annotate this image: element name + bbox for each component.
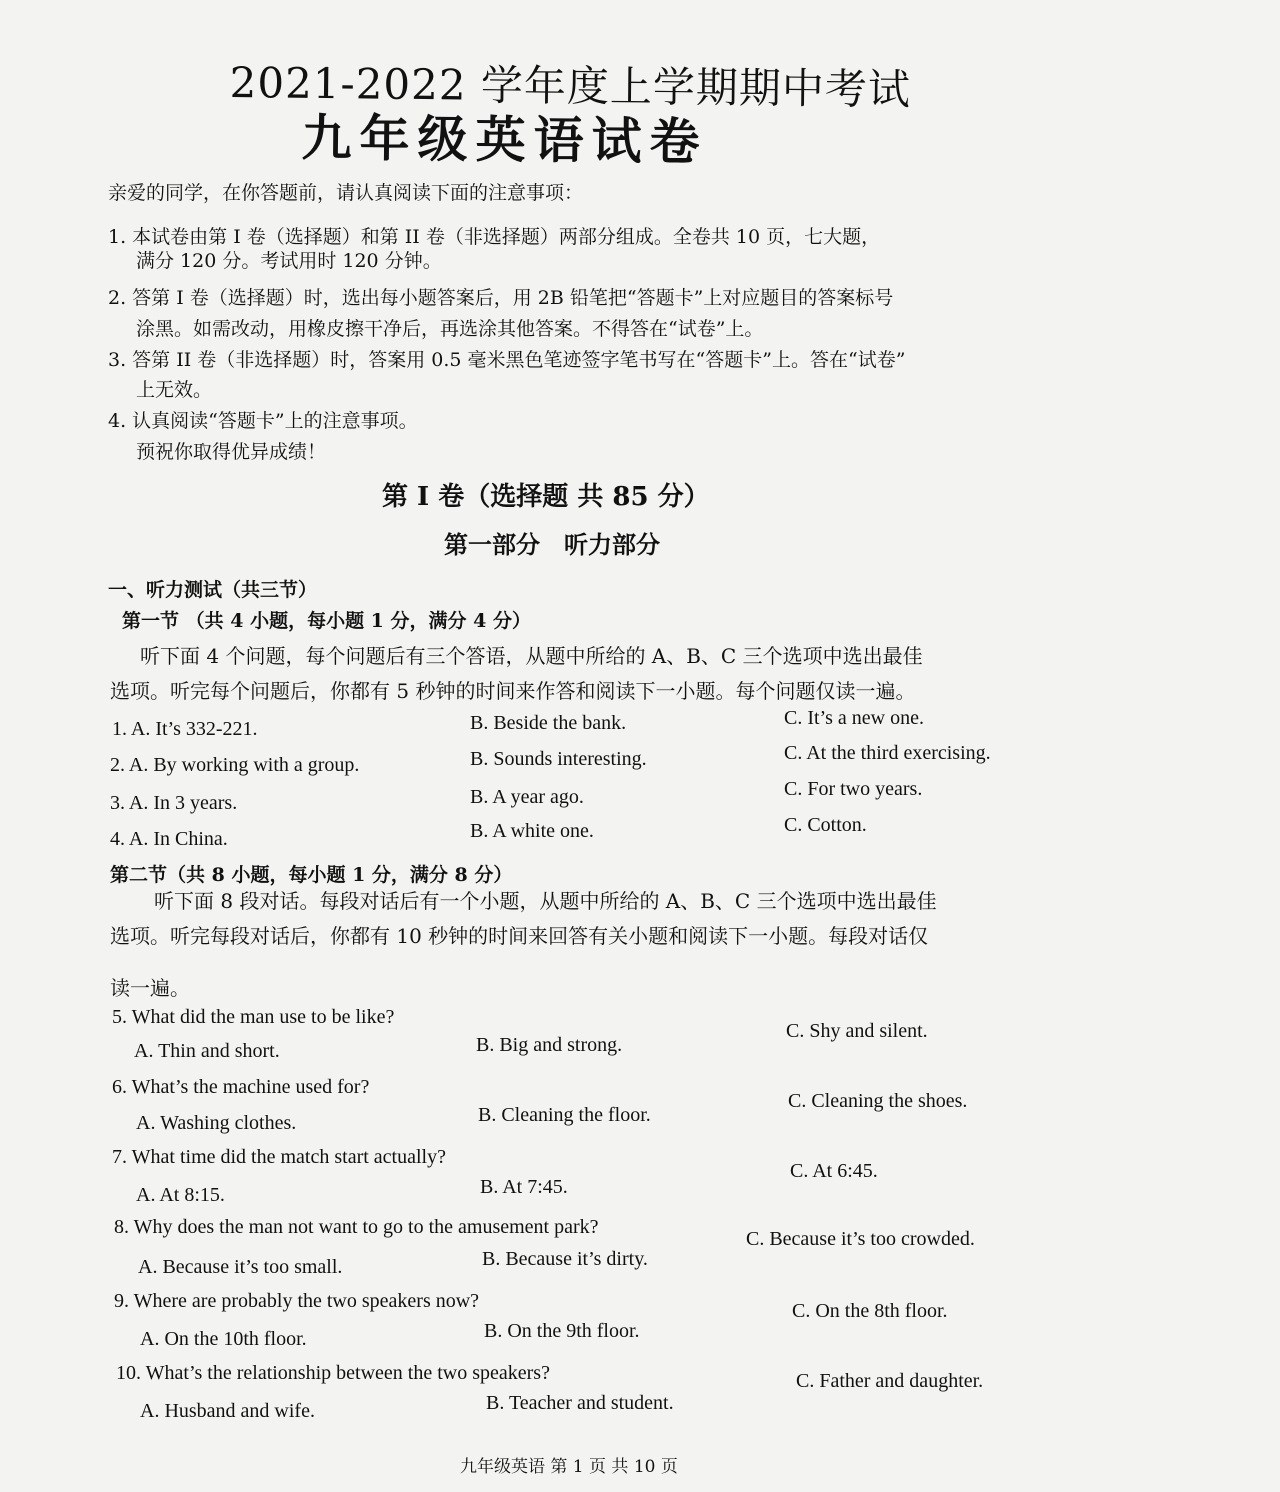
q9-option-c: C. On the 8th floor. xyxy=(792,1300,948,1322)
q5-option-c: C. Shy and silent. xyxy=(786,1020,928,1042)
q6-option-a: A. Washing clothes. xyxy=(136,1112,297,1134)
section1-instructions: 听下面 4 个问题，每个问题后有三个答语，从题中所给的 A、B、C 三个选项中选出最佳 xyxy=(140,644,923,668)
section2-instructions-end: 读一遍。 xyxy=(110,976,190,1000)
notice-item-3-cont: 上无效。 xyxy=(136,379,213,401)
notice-item-4: 4. 认真阅读“答题卡”上的注意事项。 xyxy=(108,410,418,432)
notice-item-2: 2. 答第 I 卷（选择题）时，选出每小题答案后，用 2B 铅笔把“答题卡”上对应题目的答案标号 xyxy=(108,287,894,309)
q9-question: 9. Where are probably the two speakers now? xyxy=(114,1290,480,1312)
q10-option-a: A. Husband and wife. xyxy=(140,1400,315,1422)
q8-question: 8. Why does the man not want to go to the amusement park? xyxy=(114,1216,599,1238)
notice-intro: 亲爱的同学，在你答题前，请认真阅读下面的注意事项： xyxy=(108,182,584,204)
notice-wish: 预祝你取得优异成绩！ xyxy=(136,441,327,463)
q3-option-a: 3. A. In 3 years. xyxy=(110,792,238,814)
q7-option-c: C. At 6:45. xyxy=(790,1160,878,1182)
q4-option-c: C. Cotton. xyxy=(784,814,867,836)
section2-instructions-cont: 选项。听完每段对话后，你都有 10 秒钟的时间来回答有关小题和阅读下一小题。每段对话仅 xyxy=(110,924,929,948)
q4-option-b: B. A white one. xyxy=(470,820,594,842)
page-footer: 九年级英语 第 1 页 共 10 页 xyxy=(460,1457,678,1477)
notice-item-2-cont: 涂黑。如需改动，用橡皮擦干净后，再选涂其他答案。不得答在“试卷”上。 xyxy=(136,318,764,340)
q1-option-c: C. It’s a new one. xyxy=(784,707,924,729)
q7-option-b: B. At 7:45. xyxy=(480,1176,568,1198)
exam-title: 2021-2022 学年度上学期期中考试 xyxy=(229,57,912,115)
q6-option-b: B. Cleaning the floor. xyxy=(478,1104,651,1126)
q3-option-c: C. For two years. xyxy=(784,778,923,800)
q10-option-c: C. Father and daughter. xyxy=(796,1370,984,1392)
q9-option-a: A. On the 10th floor. xyxy=(140,1328,307,1350)
q5-option-a: A. Thin and short. xyxy=(134,1040,280,1062)
notice-item-1-cont: 满分 120 分。考试用时 120 分钟。 xyxy=(136,250,442,272)
part-title: 第一部分 听力部分 xyxy=(444,530,660,559)
q7-option-a: A. At 8:15. xyxy=(136,1184,225,1206)
q10-question: 10. What’s the relationship between the two speakers? xyxy=(116,1362,550,1384)
q3-option-b: B. A year ago. xyxy=(470,786,584,808)
q2-option-b: B. Sounds interesting. xyxy=(470,748,647,770)
exam-subtitle: 九年级英语试卷 xyxy=(301,107,708,172)
q8-option-b: B. Because it’s dirty. xyxy=(482,1248,648,1270)
q10-option-b: B. Teacher and student. xyxy=(486,1392,674,1414)
q9-option-b: B. On the 9th floor. xyxy=(484,1320,640,1342)
q2-option-a: 2. A. By working with a group. xyxy=(110,754,360,776)
q1-option-b: B. Beside the bank. xyxy=(470,712,627,734)
q4-option-a: 4. A. In China. xyxy=(110,828,228,850)
q7-question: 7. What time did the match start actually? xyxy=(112,1146,446,1168)
section2-instructions: 听下面 8 段对话。每段对话后有一个小题，从题中所给的 A、B、C 三个选项中选出最佳 xyxy=(154,889,937,913)
section1-instructions-cont: 选项。听完每个问题后，你都有 5 秒钟的时间来作答和阅读下一小题。每个问题仅读一遍。 xyxy=(110,679,916,703)
q8-option-c: C. Because it’s too crowded. xyxy=(746,1228,975,1250)
q1-option-a: 1. A. It’s 332-221. xyxy=(112,718,258,740)
section1-subheading: 第一节 （共 4 小题，每小题 1 分，满分 4 分） xyxy=(122,610,531,632)
notice-item-1: 1. 本试卷由第 I 卷（选择题）和第 II 卷（非选择题）两部分组成。全卷共 10 页，七大题， xyxy=(108,226,881,248)
q2-option-c: C. At the third exercising. xyxy=(784,742,991,764)
section2-subheading: 第二节（共 8 小题，每小题 1 分，满分 8 分） xyxy=(110,864,513,886)
q5-option-b: B. Big and strong. xyxy=(476,1034,623,1056)
volume-title: 第 I 卷（选择题 共 85 分） xyxy=(382,482,710,512)
q8-option-a: A. Because it’s too small. xyxy=(138,1256,343,1278)
section-heading: 一、听力测试（共三节） xyxy=(108,579,318,601)
notice-item-3: 3. 答第 II 卷（非选择题）时，答案用 0.5 毫米黑色笔迹签字笔书写在“答题卡”上。答在“试卷” xyxy=(108,349,906,371)
q6-option-c: C. Cleaning the shoes. xyxy=(788,1090,968,1112)
q5-question: 5. What did the man use to be like? xyxy=(112,1006,395,1028)
q6-question: 6. What’s the machine used for? xyxy=(112,1076,370,1098)
